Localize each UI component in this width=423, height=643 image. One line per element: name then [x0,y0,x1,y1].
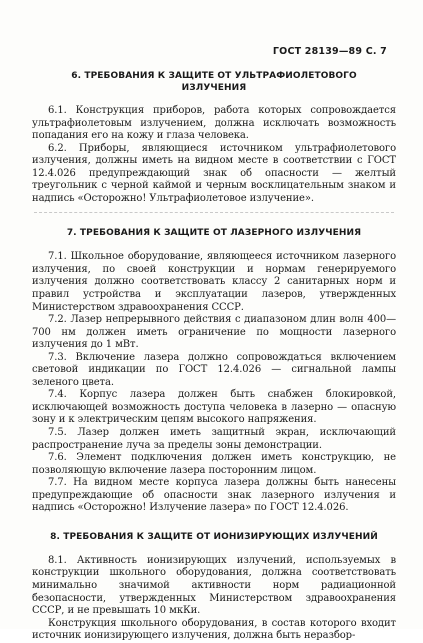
section-6-title-line-2: ИЗЛУЧЕНИЯ [181,83,247,93]
paragraph-7-7: 7.7. На видном месте корпуса лазера должны быть нанесены предупреждающие об опасности знак лазерного излучения и надпись «Осторожно! Излучение лазера» по ГОСТ 12.4.026. [32,477,396,514]
paragraph-8-2: Конструкция школьного оборудования, в состав которого входит источник ионизирующего излучения, должна быть неразбор- [32,617,396,642]
section-8-title: 8. ТРЕБОВАНИЯ К ЗАЩИТЕ ОТ ИОНИЗИРУЮЩИХ ИЗЛУЧЕНИЙ [50,531,378,542]
section-6-title [32,70,396,94]
section-divider [34,212,394,213]
paragraph-7-3: 7.3. Включение лазера должно сопровождаться включением световой индикации по ГОСТ 12.4.026 — сигнальной лампы зеленого цвета. [32,351,396,388]
paragraph-6-2: 6.2. Приборы, являющиеся источником ультрафиолетового излучения, должны иметь на видном месте в соответствии с ГОСТ 12.4.026 предупреждающий знак об опасности — желтый треугольник с черной каймой и черным восклицательным знаком и надпись «Осторожно! Ультрафиолетовое излучение». [32,142,396,204]
page-content [32,70,396,643]
paragraph-7-4: 7.4. Корпус лазера должен быть снабжен блокировкой, исключающей возможность доступа человека в лазерно — опасную зону и к электрическим цепям высокого напряжения. [32,389,396,426]
section-7-title: 7. ТРЕБОВАНИЯ К ЗАЩИТЕ ОТ ЛАЗЕРНОГО ИЗЛУЧЕНИЯ [66,228,362,239]
section-7 [32,227,396,514]
paragraph-7-1: 7.1. Школьное оборудование, являющееся источником лазерного излучения, по своей конструкции и нормам генерируемого излучения должно соответствовать классу 2 санитарных норм и правил устройства и эксплуатации лазеров, утвержденных Министерством здравоохранения СССР. [32,251,396,313]
section-6-title-line-1: 6. ТРЕБОВАНИЯ К ЗАЩИТЕ ОТ УЛЬТРАФИОЛЕТОВОГО [71,71,357,81]
section-6 [32,70,396,213]
section-8 [32,531,396,643]
paragraph-7-5: 7.5. Лазер должен иметь защитный экран, исключающий распространение луча за пределы зоны демонстрации. [32,427,396,451]
paragraph-7-2: 7.2. Лазер непрерывного действия с диапазоном длин волн 400—700 нм должен иметь ограничение по мощности лазерного излучения до 1 мВт. [32,314,396,351]
paragraph-8-1: 8.1. Активность ионизирующих излучений, используемых в конструкции школьного оборудования, должна соответствовать минимально значимой активности норм радиационной безопасности, утвержденных Министерством здравоохранения СССР, и не превышать 10 мкКи. [32,554,396,617]
paragraph-6-1: 6.1. Конструкция приборов, работа которых сопровождается ультрафиолетовым излучением, должна исключать возможность попадания его на кожу и глаза человека. [32,105,396,142]
paragraph-7-6: 7.6. Элемент подключения должен иметь конструкцию, не позволяющую включение лазера посторонним лицом. [32,452,396,476]
running-head: ГОСТ 28139—89 С. 7 [272,46,387,57]
